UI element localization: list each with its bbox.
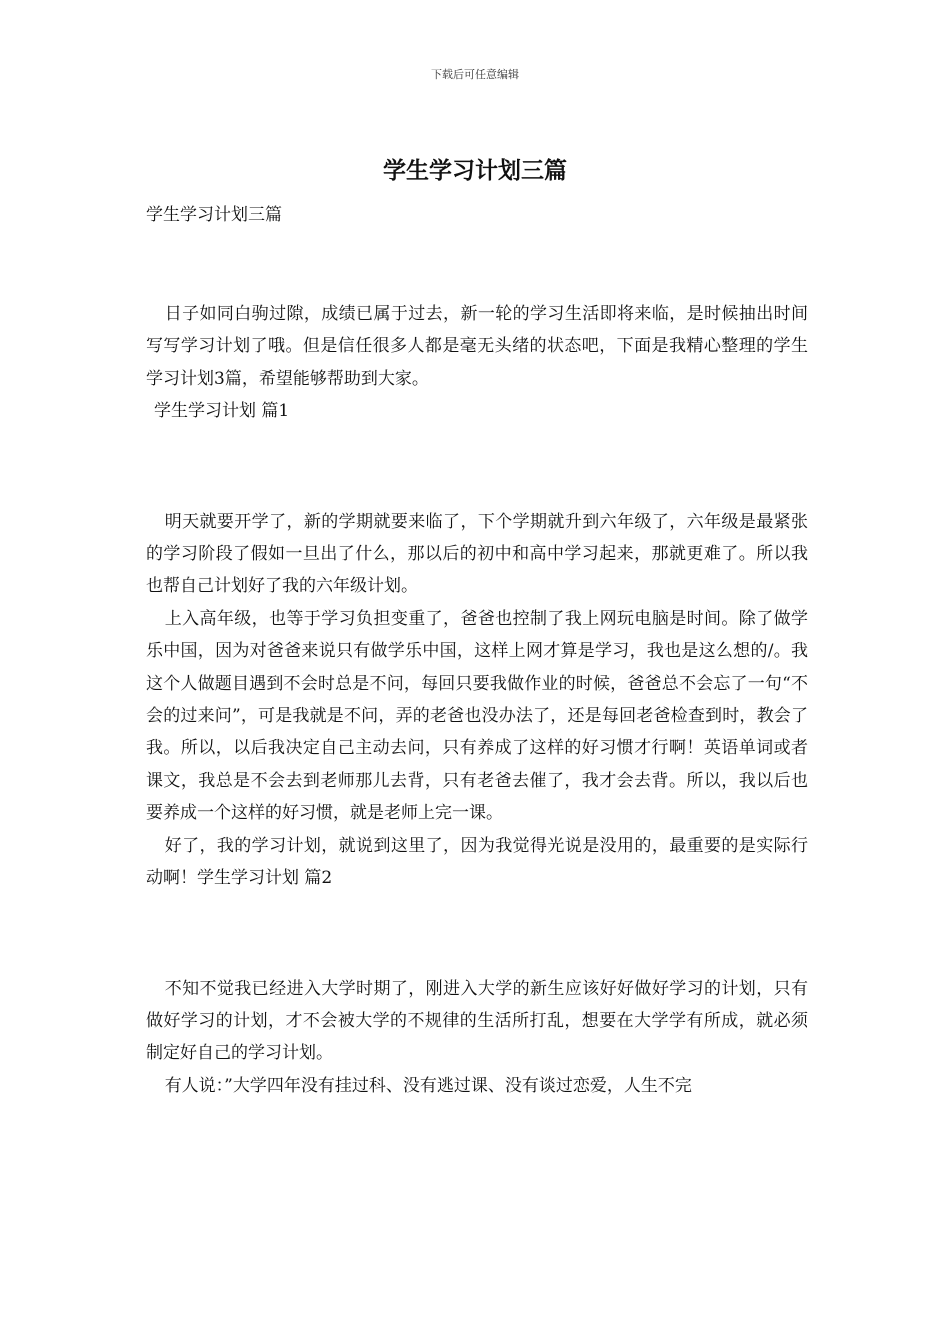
- section-1-paragraph: 明天就要开学了，新的学期就要来临了，下个学期就升到六年级了，六年级是最紧张的学习阶段了假如一旦出了什么，那以后的初中和高中学习起来，那就更难了。所以我也帮自己计划好了我的六年级计划。: [146, 511, 808, 597]
- document-body: [146, 298, 808, 1102]
- header-note: 下载后可任意编辑: [431, 68, 519, 81]
- section-1-paragraph: 好了，我的学习计划，就说到这里了，因为我觉得光说是没用的，最重要的是实际行动啊！学生学习计划 篇2: [146, 835, 808, 889]
- intro-paragraph: 日子如同白驹过隙，成绩已属于过去，新一轮的学习生活即将来临，是时候抽出时间写写学习计划了哦。但是信任很多人都是毫无头绪的状态吧，下面是我精心整理的学生学习计划3篇，希望能够帮助到大家。: [146, 304, 808, 389]
- section-1-heading: 学生学习计划 篇1: [154, 401, 290, 422]
- section-2-paragraph: 不知不觉我已经进入大学时期了，刚进入大学的新生应该好好做好学习的计划，只有做好学习的计划，才不会被大学的不规律的生活所打乱，想要在大学学有所成，就必须制定好自己的学习计划。: [146, 978, 808, 1064]
- document-subtitle: 学生学习计划三篇: [146, 205, 282, 225]
- section-1-paragraph: 上入高年级，也等于学习负担变重了，爸爸也控制了我上网玩电脑是时间。除了做学乐中国，因为对爸爸来说只有做学乐中国，这样上网才算是学习，我也是这么想的/。我这个人做题目遇到不会时总是不问，每回只要我做作业的时候，爸爸总不会忘了一句“不会的过来问”，可是我就是不问，弄的老爸也没办法了，还是每回老爸检查到时，教会了我。所以，以后我决定自己主动去问，只有养成了这样的好习惯才行啊！英语单词或者课文，我总是不会去到老师那儿去背，只有老爸去催了，我才会去背。所以，我以后也要养成一个这样的好习惯，就是老师上完一课。: [146, 608, 808, 824]
- document-title: 学生学习计划三篇: [383, 157, 567, 184]
- section-gap: [146, 428, 808, 506]
- section-2-paragraph: 有人说：”大学四年没有挂过科、没有逃过课、没有谈过恋爱，人生不完: [164, 1075, 692, 1096]
- section-gap: [146, 895, 808, 973]
